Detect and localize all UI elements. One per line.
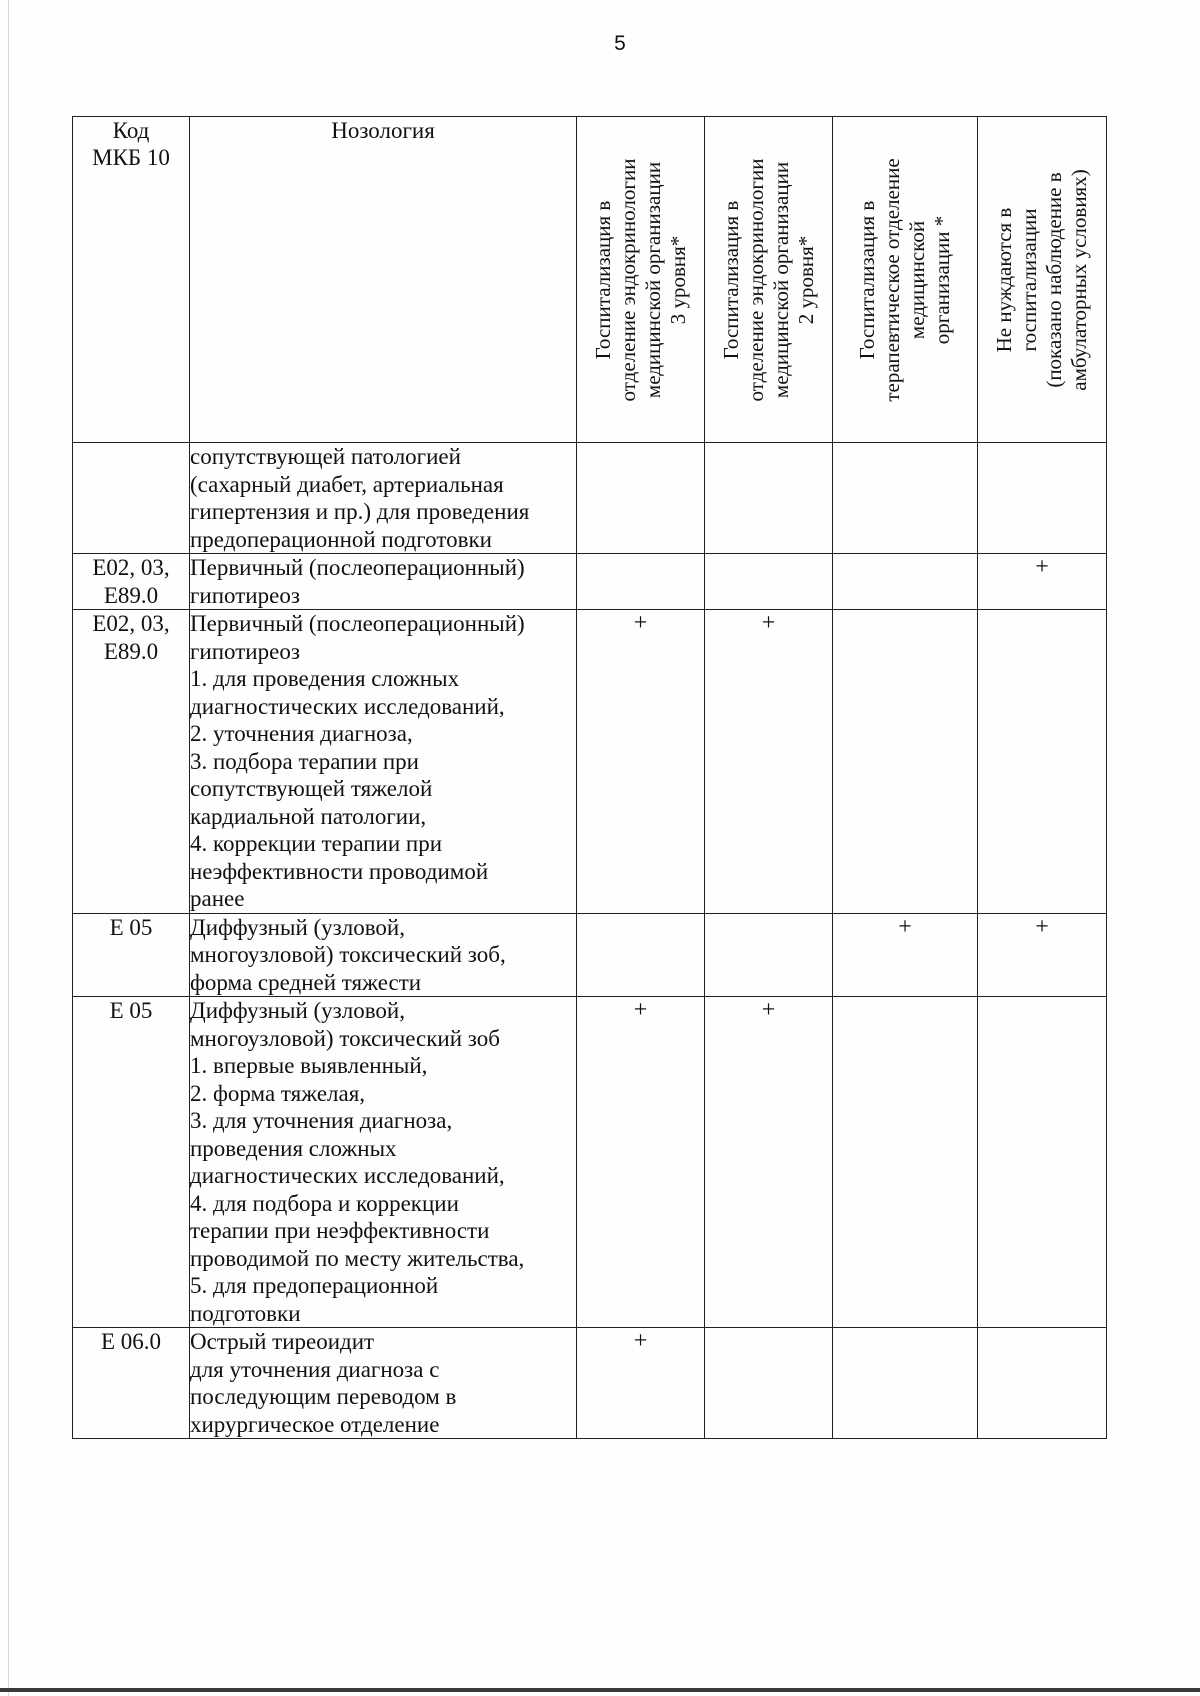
nosology-line: кардиальной патологии, [190, 803, 427, 829]
nosology-line: сопутствующей патологией [190, 444, 461, 469]
icd-code-cell [73, 554, 190, 610]
level2-mark-cell: + [705, 997, 833, 1328]
header-line: терапевтическое отделение [880, 157, 904, 402]
header-level2-endocrinology [705, 117, 833, 443]
header-line: организации * [930, 215, 954, 344]
nosology-line: многоузловой) токсический зоб, [190, 942, 506, 967]
nosology-line: 2. уточнения диагноза, [190, 721, 413, 746]
page-bottom-edge [0, 1688, 1200, 1692]
table-row [73, 443, 1107, 554]
ambulatory-mark-cell: + [978, 913, 1107, 997]
icd-code-cell [73, 913, 190, 997]
nosology-line: форма средней тяжести [190, 969, 422, 995]
header-code-line: Код [112, 118, 150, 143]
table-row [73, 610, 1107, 914]
hospitalization-table [72, 116, 1107, 1439]
table-header-row [73, 117, 1107, 443]
nosology-line: гипотиреоз [190, 638, 300, 664]
header-line: отделение эндокринологии [615, 158, 640, 401]
icd-code-line: Е02, 03, [92, 555, 170, 580]
icd-code-line: Е02, 03, [92, 611, 170, 636]
nosology-cell [190, 997, 577, 1328]
header-line: медицинской организации [640, 161, 665, 398]
nosology-line: 5. для предоперационной [190, 1273, 439, 1298]
nosology-line: Первичный (послеоперационный) [190, 611, 525, 636]
nosology-line: для уточнения диагноза с [190, 1356, 440, 1382]
icd-code-cell [73, 997, 190, 1328]
nosology-line: проводимой по месту жительства, [190, 1245, 525, 1271]
level2-mark-cell [705, 554, 833, 610]
nosology-line: 2. форма тяжелая, [190, 1080, 366, 1106]
ambulatory-mark-cell [978, 443, 1107, 554]
nosology-line: диагностических исследований, [190, 693, 505, 719]
nosology-line: 3. подбора терапии при [190, 748, 419, 774]
table-body [73, 443, 1107, 1439]
table-row [73, 913, 1107, 997]
nosology-line: подготовки [190, 1300, 301, 1326]
level2-mark-cell [705, 1328, 833, 1439]
level3-mark-cell [577, 913, 705, 997]
ambulatory-mark-cell [978, 610, 1107, 914]
page-left-edge [8, 0, 9, 1696]
level3-mark-cell [577, 443, 705, 554]
nosology-line: 4. для подбора и коррекции [190, 1190, 459, 1216]
ambulatory-mark-cell [978, 997, 1107, 1328]
nosology-cell [190, 913, 577, 997]
header-line: Госпитализация в [718, 200, 743, 359]
nosology-line: диагностических исследований, [190, 1163, 505, 1188]
therapy-mark-cell [833, 997, 978, 1328]
header-icd-code [73, 117, 190, 443]
page-number: 5 [614, 32, 626, 55]
nosology-line: терапии при неэффективности [190, 1218, 490, 1243]
level3-mark-cell: + [577, 610, 705, 914]
table-row [73, 554, 1107, 610]
icd-code-line: Е89.0 [103, 638, 159, 664]
nosology-line: 4. коррекции терапии при [190, 831, 443, 856]
therapy-mark-cell: + [833, 913, 978, 997]
nosology-line: гипотиреоз [190, 582, 300, 608]
header-line: отделение эндокринологии [743, 158, 768, 401]
nosology-line: хирургическое отделение [190, 1411, 440, 1437]
therapy-mark-cell [833, 1328, 978, 1439]
nosology-line: Диффузный (узловой, [190, 914, 405, 940]
header-line: госпитализации [1017, 208, 1041, 351]
header-line: Не нуждаются в [992, 207, 1016, 352]
nosology-line: неэффективности проводимой [190, 858, 489, 884]
header-nosology: Нозология [190, 117, 577, 443]
table-row [73, 1328, 1107, 1439]
nosology-line: Диффузный (узловой, [190, 998, 405, 1023]
nosology-line: предоперационной подготовки [190, 526, 492, 552]
nosology-cell [190, 443, 577, 554]
icd-code-line: Е 05 [109, 914, 153, 940]
header-line: Госпитализация в [855, 200, 879, 359]
nosology-line: гипертензия и пр.) для проведения [190, 499, 530, 524]
therapy-mark-cell [833, 554, 978, 610]
table-row [73, 997, 1107, 1328]
level3-mark-cell: + [577, 1328, 705, 1439]
nosology-line: Острый тиреоидит [190, 1329, 375, 1354]
nosology-cell [190, 610, 577, 914]
nosology-line: ранее [190, 886, 245, 911]
icd-code-cell [73, 443, 190, 554]
ambulatory-mark-cell: + [978, 554, 1107, 610]
nosology-cell [190, 1328, 577, 1439]
icd-code-cell [73, 1328, 190, 1439]
header-line: 2 уровня* [793, 235, 818, 324]
icd-code-line: Е 05 [109, 998, 153, 1023]
nosology-cell [190, 554, 577, 610]
header-line: Госпитализация в [590, 200, 615, 359]
header-code-line: МКБ 10 [92, 145, 170, 170]
nosology-line: 3. для уточнения диагноза, [190, 1108, 453, 1133]
level3-mark-cell [577, 554, 705, 610]
nosology-line: многоузловой) токсический зоб [190, 1025, 500, 1051]
header-line: медицинской организации [768, 161, 793, 398]
therapy-mark-cell [833, 610, 978, 914]
therapy-mark-cell [833, 443, 978, 554]
icd-code-line: Е89.0 [103, 582, 159, 608]
icd-code-line: Е 06.0 [100, 1329, 162, 1354]
level2-mark-cell [705, 443, 833, 554]
nosology-line: проведения сложных [190, 1135, 397, 1161]
header-therapy-department [833, 117, 978, 443]
nosology-line: 1. впервые выявленный, [190, 1053, 428, 1078]
nosology-line: сопутствующей тяжелой [190, 776, 433, 801]
header-ambulatory [978, 117, 1107, 443]
nosology-line: 1. для проведения сложных [190, 666, 460, 691]
header-line: медицинской [905, 220, 929, 339]
nosology-line: Первичный (послеоперационный) [190, 555, 525, 580]
level3-mark-cell: + [577, 997, 705, 1328]
ambulatory-mark-cell [978, 1328, 1107, 1439]
nosology-line: последующим переводом в [190, 1384, 457, 1409]
header-line: (показано наблюдение в [1042, 171, 1066, 388]
icd-code-cell [73, 610, 190, 914]
header-line: амбулаторных условиях) [1067, 168, 1091, 391]
level2-mark-cell [705, 913, 833, 997]
level2-mark-cell: + [705, 610, 833, 914]
nosology-line: (сахарный диабет, артериальная [190, 471, 504, 497]
header-line: 3 уровня* [665, 235, 690, 324]
header-level3-endocrinology [577, 117, 705, 443]
